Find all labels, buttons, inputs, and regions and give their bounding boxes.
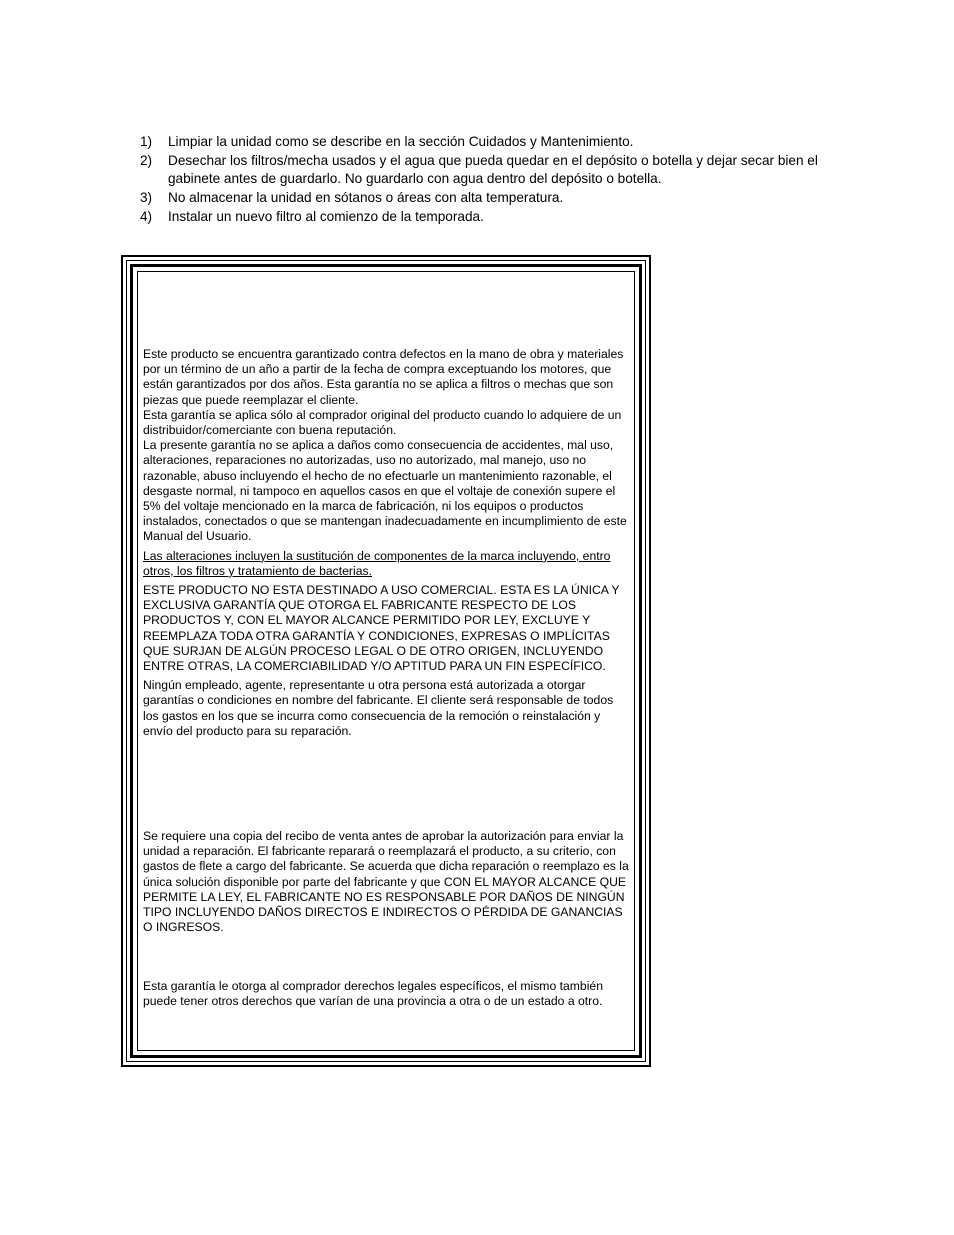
warranty-service-section: [143, 829, 629, 939]
storage-step: [140, 208, 830, 226]
step-number: 2): [140, 153, 153, 168]
step-number: 4): [140, 208, 153, 224]
step-text: No almacenar la unidad en sótanos o áreas con alta temperatura.: [168, 189, 564, 205]
warranty-rights-section: [143, 979, 629, 1013]
warranty-original-buyer-text: Esta garantía se aplica sólo al comprador original del producto cuando lo adquiere de un distribuidor/comerciante con buena reputación.: [143, 407, 622, 438]
warranty-exclusions-text: La presente garantía no se aplica a daños como consecuencia de accidentes, mal uso, alteraciones, reparaciones no autorizadas, uso no autorizado, mal manejo, uso no razonable, abuso incluyendo el hecho de no efectuarle un mantenimiento razonable, el desgaste normal, ni tampoco en aquellos casos en que el voltaje de conexión supere el 5% del voltaje mencionado en la marca de fabricación, ni los equipos o productos instalados, conectados o que se mantengan inadecuadamente en incumplimiento de este Manual del Usuario.: [143, 438, 627, 544]
step-text: Instalar un nuevo filtro al comienzo de la temporada.: [168, 208, 484, 224]
storage-step: [140, 133, 830, 151]
warranty-disclaimer-text: ESTE PRODUCTO NO ESTA DESTINADO A USO COMERCIAL. ESTA ES LA ÚNICA Y EXCLUSIVA GARANTÍA QUE OTORGA EL FABRICANTE RESPECTO DE LOS PRODUCTOS Y, CON EL MAYOR ALCANCE PERMITIDO POR LEY, EXCLUYE Y REEMPLAZA TODA OTRA GARANTÍA Y CONDICIONES, EXPRESAS O IMPLÍCITAS QUE SURJAN DE ALGÚN PROCESO LEGAL O DE OTRO ORIGEN, INCLUYENDO ENTRE OTRAS, LA COMERCIABILIDAD Y/O APTITUD PARA UN FIN ESPECÍFICO.: [143, 583, 620, 674]
warranty-rights-text: Esta garantía le otorga al comprador derechos legales específicos, el mismo también puede tener otros derechos que varían de una provincia a otra o de un estado a otro.: [143, 979, 603, 1009]
storage-step: [140, 152, 830, 187]
warranty-alterations-text: Las alteraciones incluyen la sustitución de componentes de la marca incluyendo, entro otros, los filtros y tratamiento de bacterias.: [143, 548, 611, 578]
step-text: Limpiar la unidad como se describe en la sección Cuidados y Mantenimiento.: [168, 134, 634, 149]
step-number: 1): [140, 134, 153, 149]
warranty-service-text: Se requiere una copia del recibo de venta antes de aprobar la autorización para enviar la unidad a reparación. El fabricante reparará o reemplazará el producto, a su criterio, con gastos de flete a cargo del fabricante. Se acuerda que dicha reparación o reemplazo es la única solución disponible por parte del fabricante y que CON EL MAYOR ALCANCE QUE PERMITE LA LEY, EL FABRICANTE NO ES RESPONSABLE POR DAÑOS DE NINGÚN TIPO INCLUYENDO DAÑOS DIRECTOS E INDIRECTOS O PÉRDIDA DE GANANCIAS O INGRESOS.: [143, 829, 629, 935]
storage-step: [140, 189, 830, 207]
storage-steps-list: [140, 133, 830, 227]
warranty-coverage-text: Este producto se encuentra garantizado contra defectos en la mano de obra y materiales por un término de un año a partir de la fecha de compra exceptuando los motores, que están garantizados por dos años. Esta garantía no se aplica a filtros o mechas que son piezas que puede reemplazar el cliente.: [143, 347, 624, 407]
step-text: Desechar los filtros/mecha usados y el agua que pueda quedar en el depósito o botella y dejar secar bien el gabinete antes de guardarlo. No guardarlo con agua dentro del depósito o botella.: [168, 153, 818, 186]
step-number: 3): [140, 189, 153, 205]
warranty-terms: [143, 347, 629, 743]
warranty-authorization-text: Ningún empleado, agente, representante u otra persona está autorizada a otorgar garantías o condiciones en nombre del fabricante. El cliente será responsable de todos los gastos en los que se incurra como consecuencia de la remoción o reinstalación y envío del producto para su reparación.: [143, 678, 614, 738]
